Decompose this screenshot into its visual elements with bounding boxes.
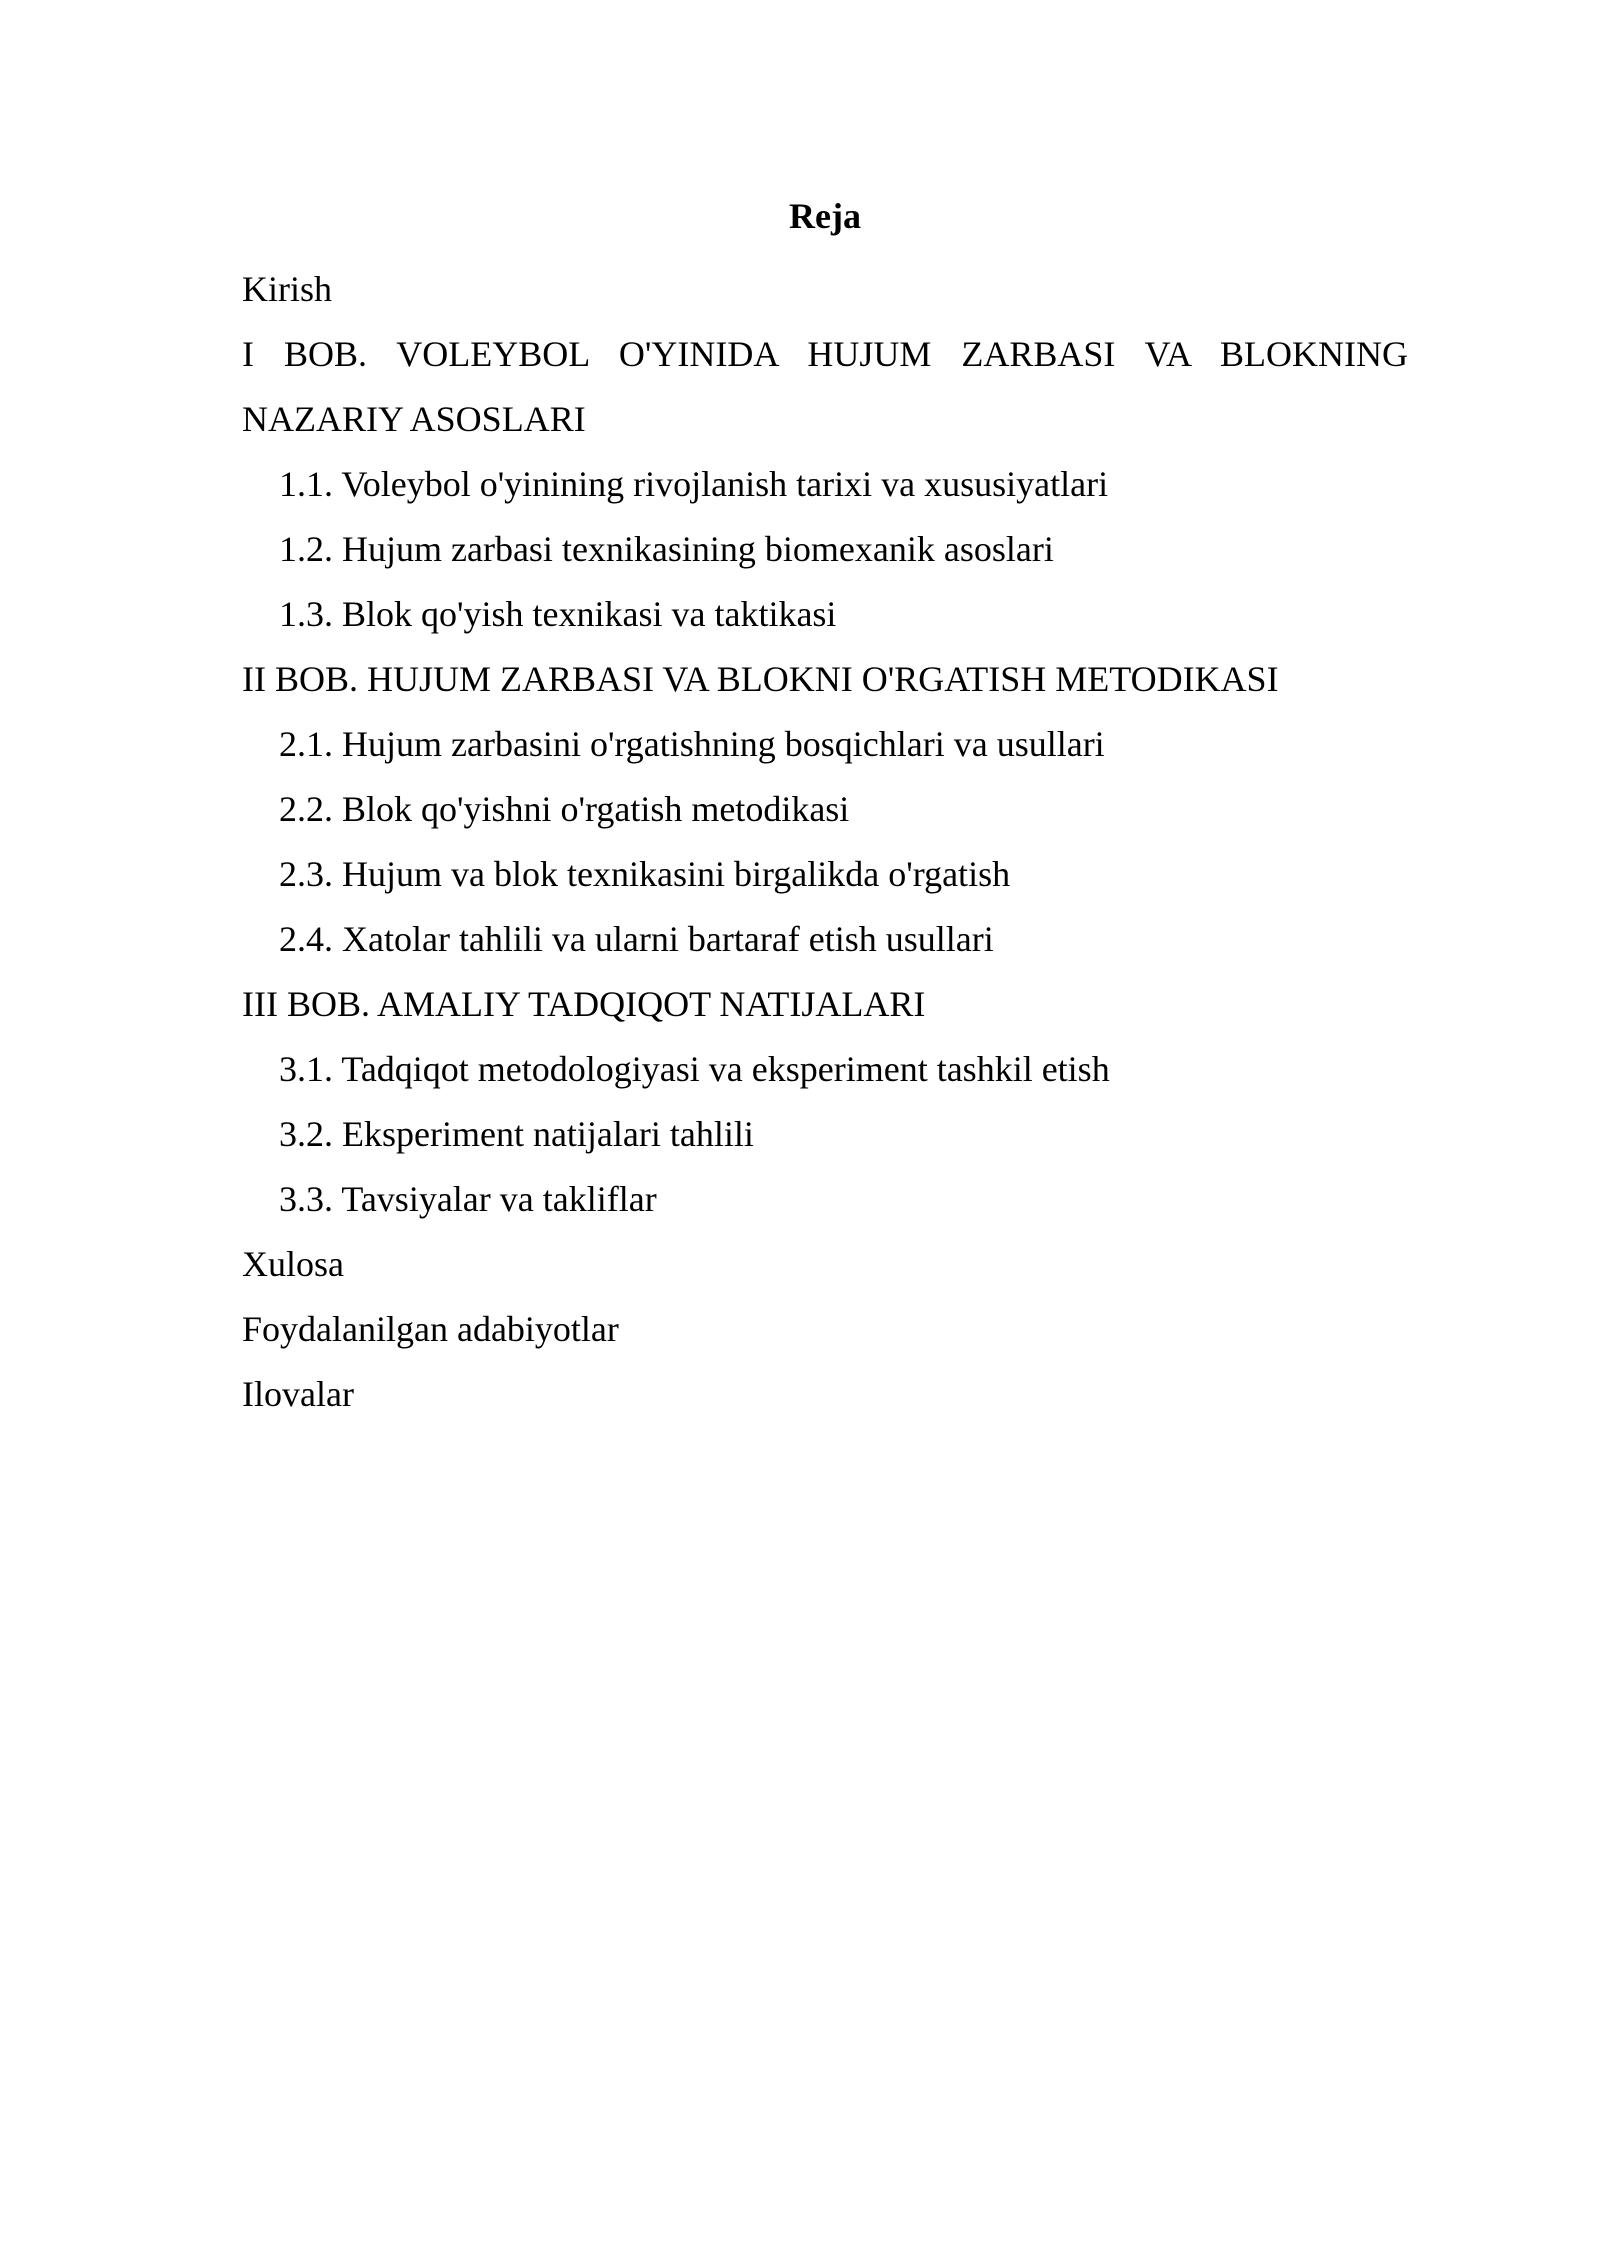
toc-entry-section-2-1: 2.1. Hujum zarbasini o'rgatishning bosqichlari va usullari [279,724,1105,764]
toc-entry-section-3-3: 3.3. Tavsiyalar va takliflar [279,1179,657,1219]
toc-entry-section-2-4: 2.4. Xatolar tahlili va ularni bartaraf etish usullari [279,919,994,959]
toc-entry-chapter-3: III BOB. AMALIY TADQIQOT NATIJALARI [242,984,926,1024]
toc-entry-section-3-2: 3.2. Eksperiment natijalari tahlili [279,1114,754,1154]
toc-entry-section-2-2: 2.2. Blok qo'yishni o'rgatish metodikasi [279,789,850,829]
toc-entry-introduction: Kirish [242,269,332,309]
toc-entry-conclusion: Xulosa [242,1244,344,1284]
toc-entry-section-1-2: 1.2. Hujum zarbasi texnikasining biomexanik asoslari [279,529,1054,569]
toc-entry-chapter-2: II BOB. HUJUM ZARBASI VA BLOKNI O'RGATISH METODIKASI [242,659,1279,699]
toc-entry-section-3-1: 3.1. Tadqiqot metodologiyasi va eksperiment tashkil etish [279,1049,1110,1089]
toc-entry-section-1-3: 1.3. Blok qo'yish texnikasi va taktikasi [279,594,837,634]
page-title: Reja [789,196,861,236]
toc-entry-section-2-3: 2.3. Hujum va blok texnikasini birgalikda o'rgatish [279,854,1011,894]
table-of-contents [242,257,1408,1427]
toc-entry-section-1-1: 1.1. Voleybol o'yinining rivojlanish tarixi va xususiyatlari [279,464,1109,504]
toc-entry-references: Foydalanilgan adabiyotlar [242,1309,619,1349]
toc-entry-chapter-1-line-1: I BOB. VOLEYBOL O'YINIDA HUJUM ZARBASI VA BLOKNING [242,334,1408,374]
toc-entry-chapter-1-line-2: NAZARIY ASOSLARI [242,399,586,439]
toc-entry-appendices: Ilovalar [242,1374,354,1414]
